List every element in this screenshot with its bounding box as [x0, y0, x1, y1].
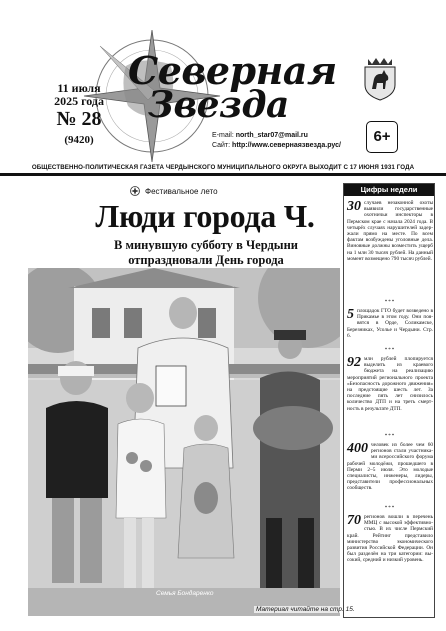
fact-number: 92 [347, 355, 361, 370]
story-subhead [66, 238, 346, 268]
fact-item [347, 356, 433, 412]
site-label: Сайт: [212, 142, 231, 149]
family-photo [28, 268, 340, 616]
newspaper-tagline: ОБЩЕСТВЕННО-ПОЛИТИЧЕСКАЯ ГАЗЕТА ЧЕРДЫНСКОГО МУНИЦИПАЛЬНОГО ОКРУГА ВЫХОДИТ С 17 ИЮНЯ 1931 ГОДА [31, 164, 415, 171]
email-label: E-mail: [212, 132, 234, 139]
newspaper-title-line1: Северная [128, 48, 337, 93]
masthead-divider [0, 173, 446, 176]
issue-date-year: 2025 года [54, 94, 104, 108]
continued-link[interactable]: Материал читайте на стр. 15. [256, 606, 355, 613]
age-rating-badge: 6+ [366, 121, 398, 153]
fact-number: 400 [347, 441, 368, 456]
fact-separator: *** [384, 434, 396, 439]
fact-number: 5 [347, 307, 354, 322]
fact-separator: *** [384, 300, 396, 305]
issue-date [40, 82, 118, 108]
photo-caption: Семья Бондаренко [156, 590, 214, 597]
fact-number: 30 [347, 199, 361, 214]
fact-separator: *** [384, 506, 396, 511]
fact-item [347, 514, 433, 564]
star-logo-icon [130, 186, 140, 196]
contacts [212, 131, 341, 151]
coat-of-arms-icon [362, 55, 398, 101]
story-kicker [130, 186, 218, 196]
newspaper-title-line2: Звезда [148, 84, 289, 126]
fact-separator: *** [384, 348, 396, 353]
fact-text: случаев незаконной охоты выявили государственные охотничьи инспекторы в Пермском крае с начала 2024 года. В четырёх случаях нарушителей задержали прямо на месте. По всем фактам возбуждены уголовные дела. Виновные должны возместить ущерб на 1 млн 30 тысяч рублей. На данный момент возмещено 790 тысяч рублей. [347, 200, 433, 262]
fact-text: площадок ГТО будет возведено в Прикамье в этом году. Они появятся в Орде, Соликамске, Березниках, Усолье и Чердыни. Стр. 6. [347, 308, 433, 339]
issue-total-number: (9420) [64, 134, 94, 146]
story-headline[interactable]: Люди города Ч. [95, 198, 315, 234]
story-kicker-label: Фестивальное лето [145, 186, 218, 196]
email-link[interactable]: north_star07@mail.ru [235, 132, 308, 139]
numbers-of-week-sidebar [343, 183, 435, 618]
fact-number: 70 [347, 513, 361, 528]
fact-item [347, 442, 433, 492]
story-subhead-line1: В минувшую субботу в Чердыни [114, 238, 298, 252]
fact-item [347, 200, 433, 262]
fact-text: регионов вошли в перечень ММЦ с высокой эффективностью. В их числе Пермский край. Рейтинг представило министерство экономического развития Российской Федерации. Он был разделён на три категории: высокий, средний и низкий уровень. [347, 514, 433, 564]
site-link[interactable]: http://www.севернаязвезда.рус/ [232, 142, 341, 149]
family-photo-illustration [28, 268, 340, 616]
issue-number: № 28 [56, 108, 102, 130]
fact-text: млн рублей плопируется выделить из краевого бюджета на реализацию мероприятий регионального проекта «Безопасность дорожного движения» на предстоящие шесть лет. За последние пять лет снизилось количество ДТП и на треть смертность в результате ДТП. [347, 356, 433, 412]
masthead [0, 0, 446, 180]
sidebar-title: Цифры недели [344, 184, 434, 196]
fact-item [347, 308, 433, 339]
fact-text: человек из более чем 60 регионов стали участниками всероссийского форума рабочей молодёжи, прошедшего в Перми 2–5 июля. Это молодые специалисты, инженеры, лидеры, представители профессиональных сообществ. [347, 442, 433, 492]
story-subhead-line2: отпраздновали День города [128, 253, 284, 267]
issue-date-day: 11 июля [57, 81, 101, 95]
